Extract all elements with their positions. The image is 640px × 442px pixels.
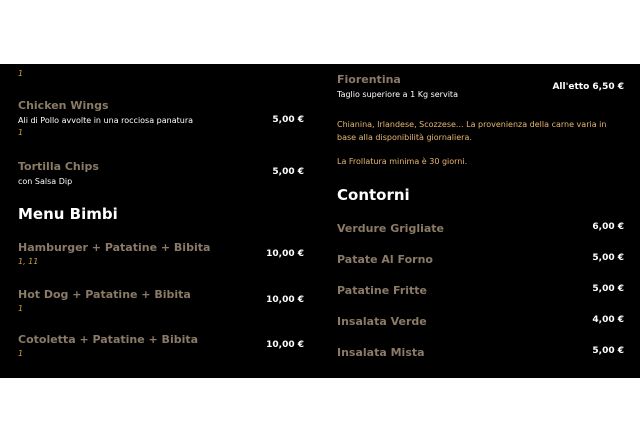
item-name: Hamburger + Patatine + Bibita	[18, 241, 211, 254]
item-description: con Salsa Dip	[18, 177, 73, 186]
item-allergens: 1	[18, 349, 24, 358]
item-price: 6,00 €	[592, 222, 624, 232]
menu-item-insalata-verde	[337, 315, 624, 328]
item-allergens: 1, 11	[18, 257, 39, 266]
left-column	[18, 64, 304, 378]
item-description: Taglio superiore a 1 Kg servita	[337, 90, 458, 99]
menu-item-patatine-fritte	[337, 284, 624, 297]
item-name: Insalata Verde	[337, 315, 427, 328]
menu-item-patate-al-forno	[337, 253, 624, 266]
item-price: All'etto 6,50 €	[552, 82, 624, 92]
menu-item-hot-dog	[18, 288, 304, 313]
menu-item-chicken-wings	[18, 99, 304, 137]
item-price: 10,00 €	[266, 340, 304, 350]
item-name: Patatine Fritte	[337, 284, 428, 297]
item-allergens: 1	[18, 128, 24, 137]
right-column	[337, 64, 624, 378]
item-name: Hot Dog + Patatine + Bibita	[18, 288, 191, 301]
menu-item-cotoletta	[18, 333, 304, 358]
item-price: 10,00 €	[266, 249, 304, 259]
partial-item-allergens: 1	[18, 69, 24, 78]
item-price: 10,00 €	[266, 295, 304, 305]
item-name: Verdure Grigliate	[337, 222, 444, 235]
item-name: Insalata Mista	[337, 346, 425, 359]
menu-item-fiorentina	[337, 73, 624, 99]
item-name: Chicken Wings	[18, 99, 109, 112]
item-price: 5,00 €	[272, 167, 304, 177]
menu-panel	[0, 64, 640, 378]
item-price: 4,00 €	[592, 315, 624, 325]
item-allergens: 1	[18, 304, 24, 313]
item-price: 5,00 €	[272, 115, 304, 125]
item-name: Tortilla Chips	[18, 160, 99, 173]
menu-item-verdure-grigliate	[337, 222, 624, 235]
item-price: 5,00 €	[592, 284, 624, 294]
menu-item-hamburger	[18, 241, 304, 266]
item-name: Cotoletta + Patatine + Bibita	[18, 333, 199, 346]
item-name: Patate Al Forno	[337, 253, 433, 266]
aging-note: La Frollatura minima è 30 giorni.	[337, 157, 468, 166]
item-name: Fiorentina	[337, 73, 401, 86]
menu-item-tortilla-chips	[18, 160, 304, 186]
section-title-contorni: Contorni	[337, 186, 410, 204]
provenance-note: Chianina, Irlandese, Scozzese... La provenienza della carne varia in base alla disponibilità giornaliera.	[337, 120, 607, 142]
item-price: 5,00 €	[592, 346, 624, 356]
menu-item-insalata-mista	[337, 346, 624, 359]
item-description: Ali di Pollo avvolte in una rocciosa panatura	[18, 116, 194, 125]
item-price: 5,00 €	[592, 253, 624, 263]
section-title-menu-bimbi: Menu Bimbi	[18, 205, 118, 223]
